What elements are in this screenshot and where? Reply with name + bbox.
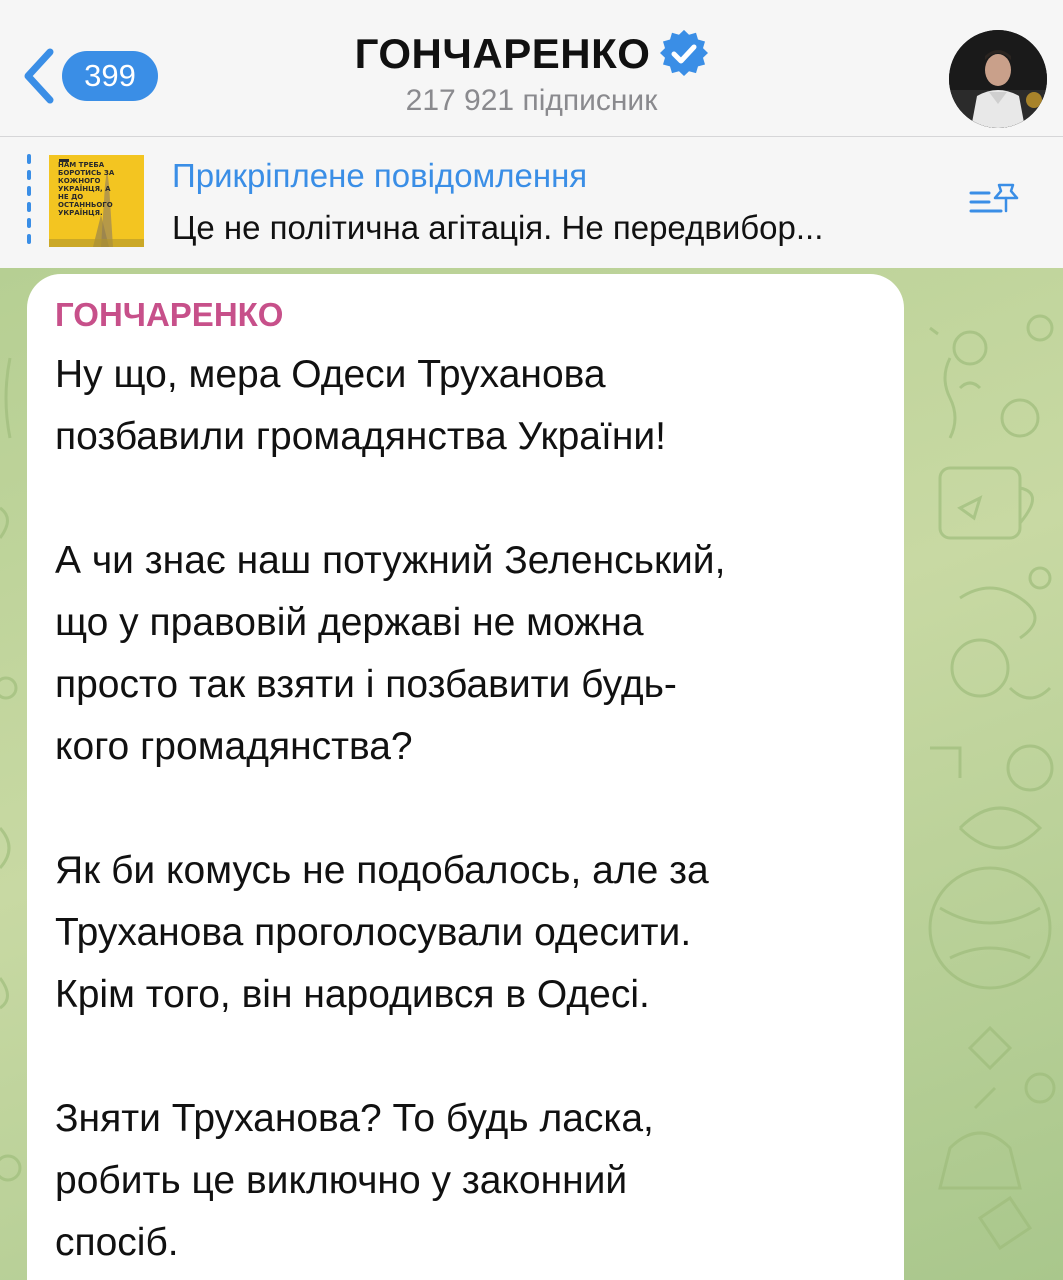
message-paragraph: А чи знає наш потужний Зеленський, що у правовій державі не можна просто так взяти і позбавити будь- кого громадянства? xyxy=(55,539,726,768)
thumbnail-caption: НАМ ТРЕБА БОРОТИСЬ ЗА КОЖНОГО УКРАЇНЦЯ, А НЕ ДО ОСТАННЬОГО УКРАЇНЦЯ. xyxy=(58,161,115,217)
channel-avatar[interactable] xyxy=(949,30,1047,128)
chat-area[interactable] xyxy=(0,268,1063,1280)
pinned-indicator xyxy=(27,154,31,252)
channel-name: ГОНЧАРЕНКО xyxy=(354,30,651,77)
pinned-message-bar[interactable] xyxy=(0,137,1063,268)
pinned-list-icon[interactable] xyxy=(967,181,1027,226)
message-paragraph: Зняти Труханова? То будь ласка, робить це виключно у законний спосіб. xyxy=(55,1097,654,1264)
message-paragraph: Як би комусь не подобалось, але за Труханова проголосували одесити. Крім того, він народився в Одесі. xyxy=(55,849,709,1016)
pinned-preview: Це не політична агітація. Не передвибор... xyxy=(172,209,824,246)
pinned-title: Прикріплене повідомлення xyxy=(172,157,588,194)
pinned-thumbnail xyxy=(49,155,144,247)
message-text xyxy=(55,344,885,1280)
verified-badge-icon xyxy=(660,30,708,78)
channel-title-area[interactable] xyxy=(0,30,1063,118)
message-sender: ГОНЧАРЕНКО xyxy=(55,296,284,333)
unread-count-badge: 399 xyxy=(62,51,158,101)
message-bubble[interactable] xyxy=(27,274,904,1280)
message-paragraph: Ну що, мера Одеси Труханова позбавили громадянства України! xyxy=(55,353,666,458)
chat-header xyxy=(0,0,1063,136)
subscriber-count: 217 921 підписник xyxy=(405,84,658,117)
